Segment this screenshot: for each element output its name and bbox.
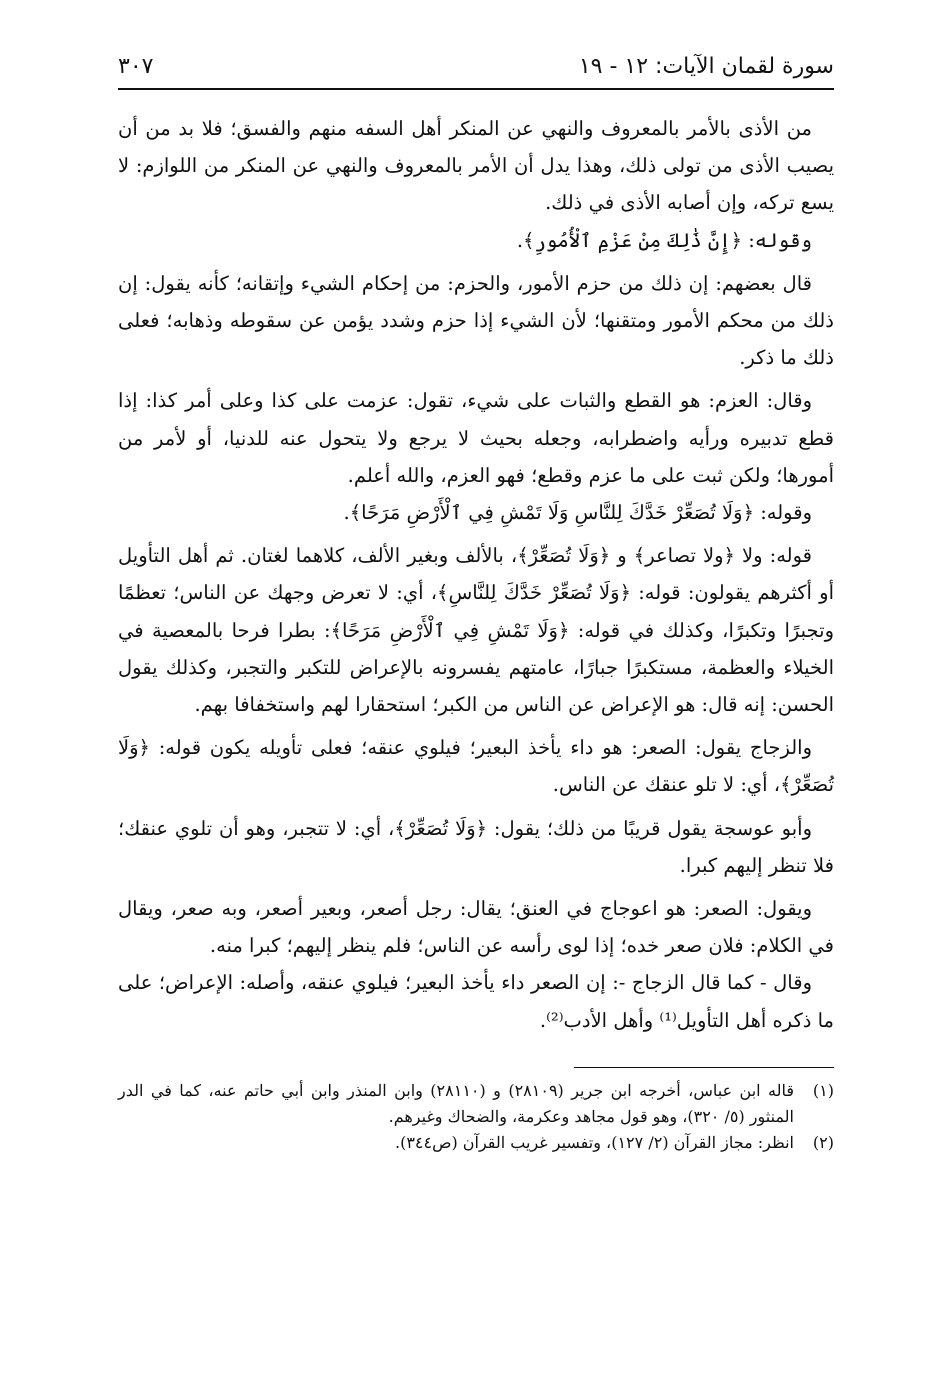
book-page [118,52,834,1156]
page-number: ٣٠٧ [118,54,154,79]
paragraph: والزجاج يقول: الصعر: هو داء يأخذ البعير؛ فيلوي عنقه؛ فعلى تأويله يكون قوله: ﴿وَلَا تُصَعِّرْ﴾، أي: لا تلو عنقك عن الناس. [118,736,834,797]
footnote-divider [574,1067,834,1068]
paragraph: قال بعضهم: إن ذلك من حزم الأمور، والحزم: من إحكام الشيء وإتقانه؛ كأنه يقول: إن ذلك من محكم الأمور ومتقنها؛ لأن الشيء إذا حزم وشدد يؤمن عن سقوطه وذهابه؛ فعلى ذلك ما ذكر. [118,271,834,370]
paragraph-verse-quote: وقوله: ﴿وَلَا تُصَعِّرْ خَدَّكَ لِلنَّاسِ وَلَا تَمْشِ فِي ٱلْأَرْضِ مَرَحًا﴾. [343,501,812,525]
paragraph-verse-quote: وقوله: ﴿إِنَّ ذَٰلِكَ مِنْ عَزْمِ ٱلْأُمُورِ﴾. [516,228,812,252]
paragraph: وأبو عوسجة يقول قريبًا من ذلك؛ يقول: ﴿وَلَا تُصَعِّرْ﴾، أي: لا تتجبر، وهو أن تلوي عنقك؛ فلا تنظر إليهم كبرا. [118,816,834,877]
footnotes [118,1078,834,1156]
paragraph: من الأذى بالأمر بالمعروف والنهي عن المنكر أهل السفه منهم والفسق؛ فلا بد من أن يصيب الأذى من تولى ذلك، وهذا يدل أن الأمر بالمعروف والنهي عن المنكر من اللوازم: لا يسع تركه، وإن أصابه الأذى في ذلك. [118,117,834,215]
footnote-number: (١) [812,1080,835,1100]
running-title: سورة لقمان الآيات: ١٢ - ١٩ [578,54,834,79]
main-text [118,110,834,1039]
footnote [118,1078,834,1130]
paragraph: قوله: ولا ﴿ولا تصاعر﴾ و ﴿وَلَا تُصَعِّرْ﴾، بالألف وبغير الألف، كلاهما لغتان. ثم أهل التأويل أو أكثرهم يقولون: قوله: ﴿وَلَا تُصَعِّرْ خَدَّكَ لِلنَّاسِ﴾، أي: لا تعرض وجهك عن الناس؛ تعظمًا وتجبرًا وتكبرًا، وكذلك في قوله: ﴿وَلَا تَمْشِ فِي ٱلْأَرْضِ مَرَحًا﴾: بطرا فرحا بالمعصية في الخيلاء والعظمة، مستكبرًا جبارًا، عامتهم يفسرونه بالإعراض للتكبر والتجبر، وكذلك يقول الحسن: إنه قال: هو الإعراض عن الناس من الكبر؛ استحقارا لهم واستخفافا بهم. [118,544,834,717]
footnote [118,1130,834,1156]
footnote-number: (٢) [812,1132,834,1152]
footnote-text: قاله ابن عباس، أخرجه ابن جرير (٢٨١٠٩) و (٢٨١١٠) وابن المنذر وابن أبي حاتم عنه، كما في الدر المنثور (٥/ ٣٢٠)، وهو قول مجاهد وعكرمة، والضحاك وغيرهم. [118,1080,795,1126]
footnote-text: انظر: مجاز القرآن (٢/ ١٢٧)، وتفسير غريب القرآن (ص٣٤٤). [395,1132,794,1152]
paragraph: وقال - كما قال الزجاج -: إن الصعر داء يأخذ البعير؛ فيلوي عنقه، وأصله: الإعراض؛ على ما ذكره أهل التأويل⁽¹⁾ وأهل الأدب⁽²⁾. [118,971,834,1032]
paragraph: ويقول: الصعر: هو اعوجاج في العنق؛ يقال: رجل أصعر، وبعير أصعر، وبه صعر، ويقال في الكلام: فلان صعر خده؛ إذا لوى رأسه عن الناس؛ فلم ينظر إليهم؛ كبرا منه. [118,897,834,958]
paragraph: وقال: العزم: هو القطع والثبات على شيء، تقول: عزمت على كذا وعلى أمر كذا: إذا قطع تدبيره ورأيه واضطرابه، وجعله بحيث لا يرجع ولا يتحول عنه للدنيا، أو لأمر من أمورها؛ ولكن ثبت على ما عزم وقطع؛ فهو العزم، والله أعلم. [118,389,834,487]
page-header [118,52,834,90]
